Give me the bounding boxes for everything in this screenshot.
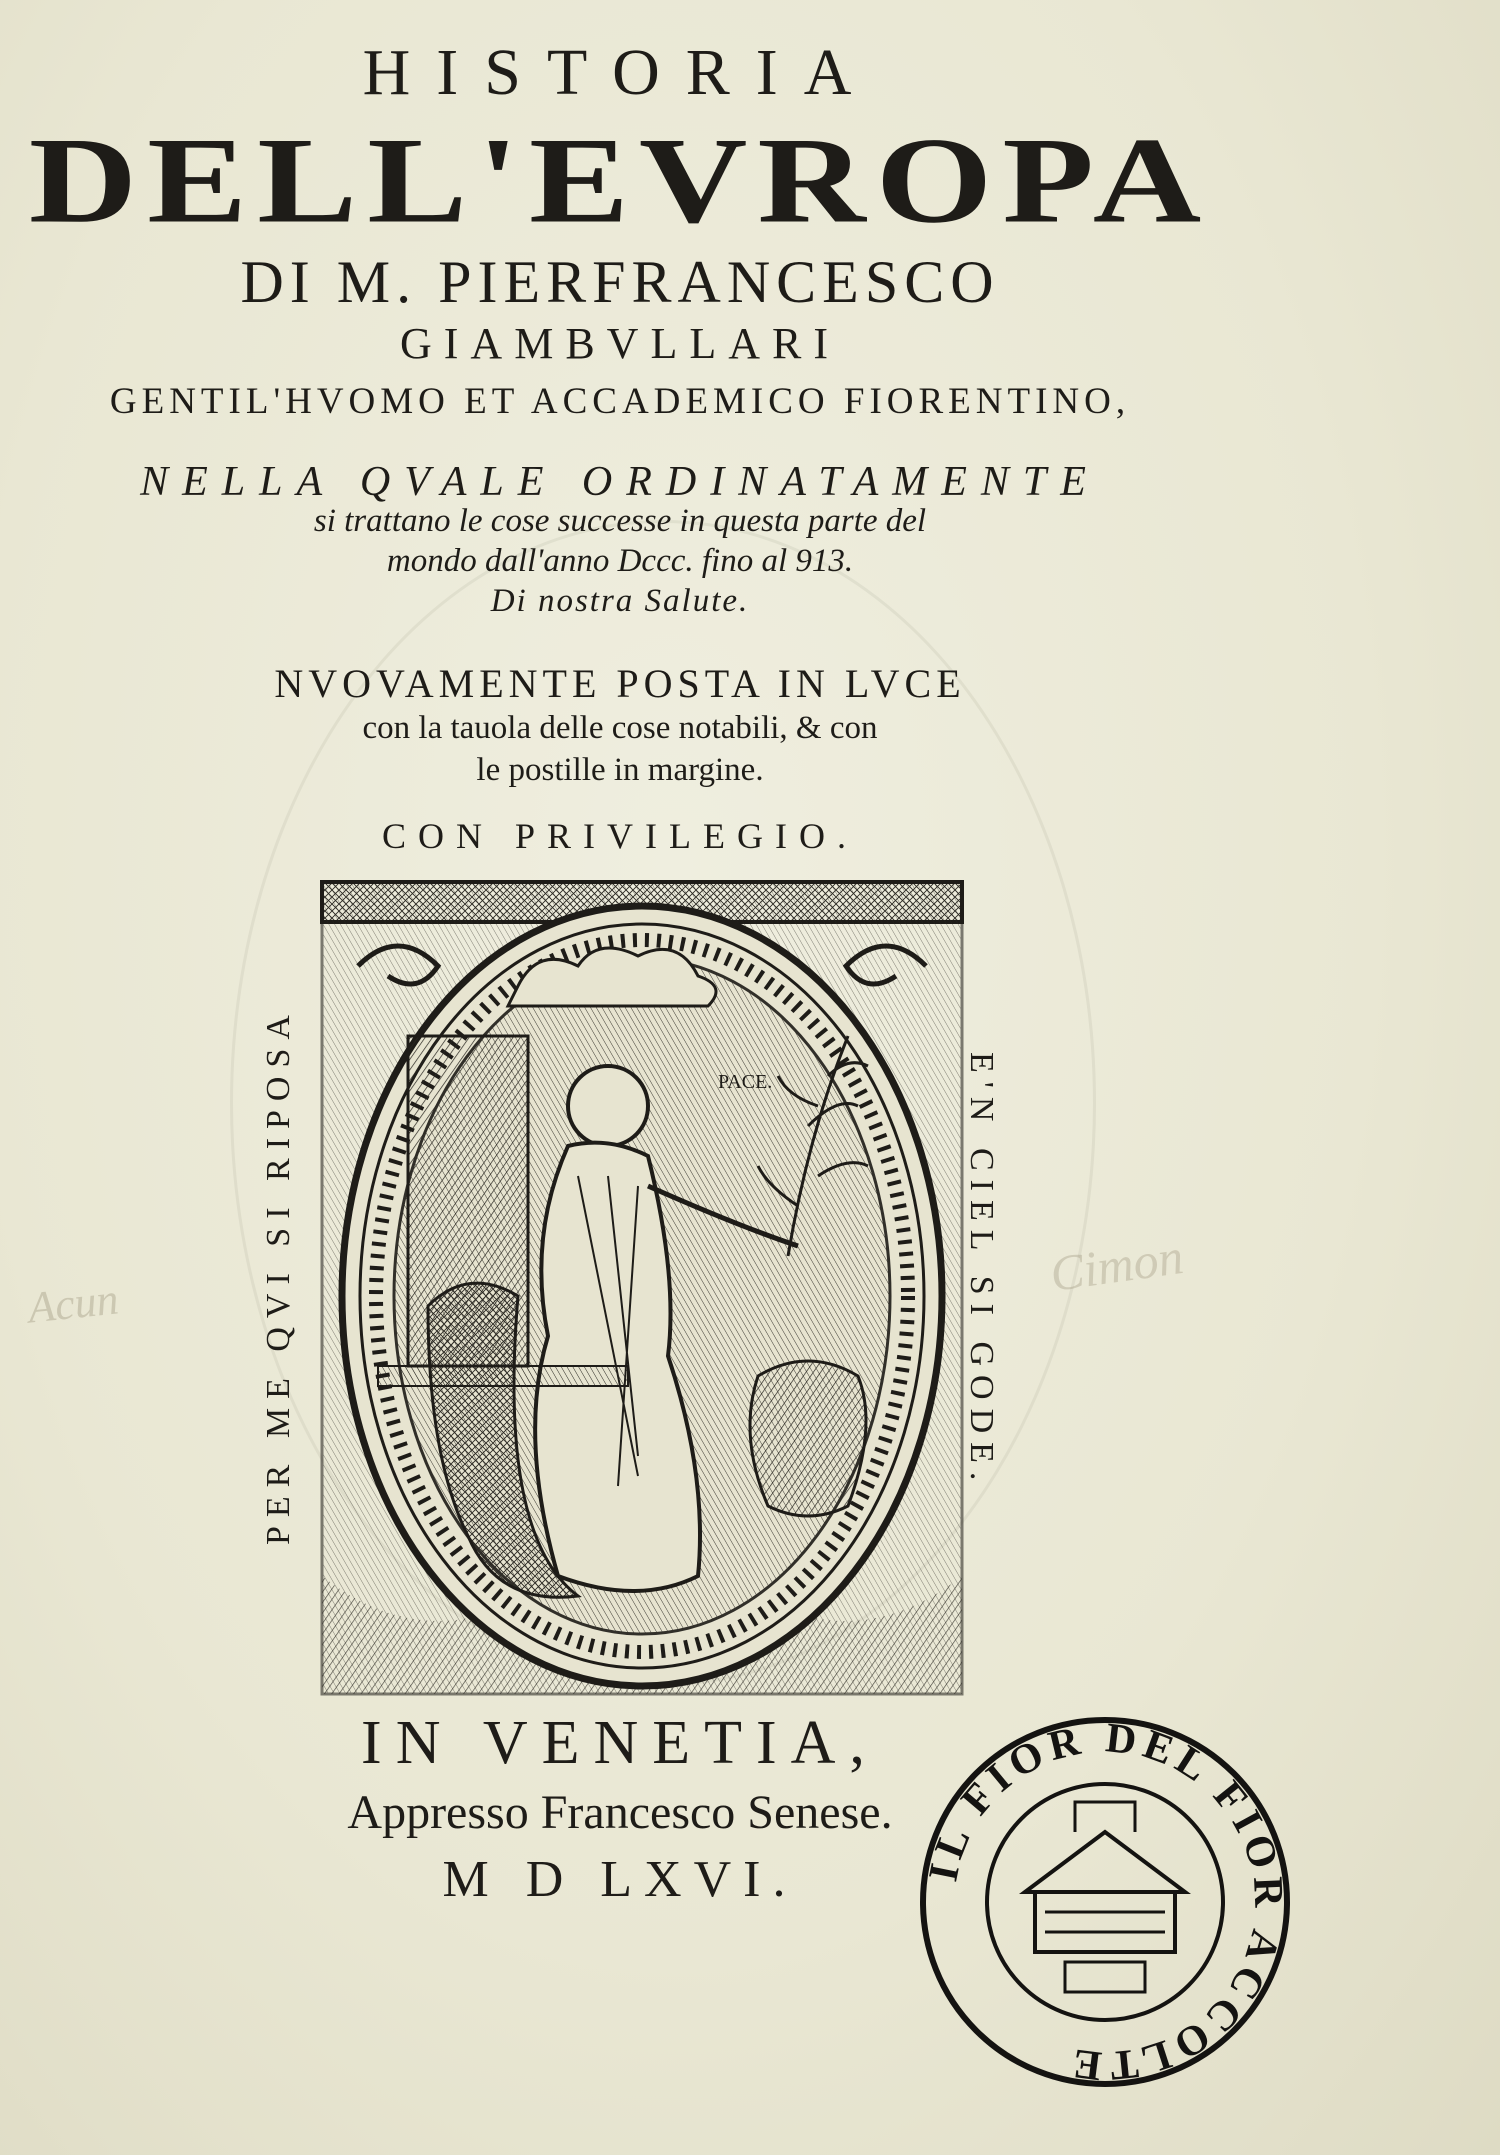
title-europa: DELL'EVROPA	[28, 112, 1212, 249]
edition-heading: NVOVAMENTE POSTA IN LVCE	[274, 661, 966, 706]
edition-line-2: le postille in margine.	[476, 752, 764, 788]
library-stamp	[915, 1712, 1295, 2092]
subtitle-line-1: si trattano le cose successe in questa parte del	[313, 503, 927, 539]
imprint-publisher: Appresso Francesco Senese.	[347, 1786, 893, 1839]
privilege-line: CON PRIVILEGIO.	[382, 816, 858, 856]
subtitle-line-2: mondo dall'anno Dccc. fino al 913.	[386, 543, 854, 579]
subtitle-heading: NELLA QVALE ORDINATAMENTE	[140, 459, 1100, 505]
author-line: DI M. PIERFRANCESCO	[240, 249, 1000, 315]
motto-right: E'N CIEL SI GODE.	[963, 1052, 1000, 1490]
title-historia: HISTORIA	[362, 36, 878, 109]
subtitle-line-3: Di nostra Salute.	[490, 583, 750, 619]
imprint-city: IN VENETIA,	[361, 1709, 879, 1777]
stamp-text: IL FIOR DEL FIOR ACCOLTE	[920, 1715, 1292, 2089]
author-surname: GIAMBVLLARI	[400, 319, 840, 368]
motto-left: PER ME QVI SI RIPOSA	[260, 1006, 297, 1545]
pace-label: PACE.	[718, 1071, 773, 1093]
printer-device-woodcut	[318, 876, 966, 1700]
pencil-note-right: Cimon	[1046, 1227, 1187, 1303]
stamp-emblem	[1025, 1802, 1185, 1992]
pencil-note-left: Acun	[25, 1274, 121, 1333]
author-description: GENTIL'HVOMO ET ACCADEMICO FIORENTINO,	[109, 381, 1131, 422]
imprint-date: M D LXVI.	[442, 1851, 798, 1908]
edition-line-1: con la tauola delle cose notabili, & con	[362, 710, 878, 746]
